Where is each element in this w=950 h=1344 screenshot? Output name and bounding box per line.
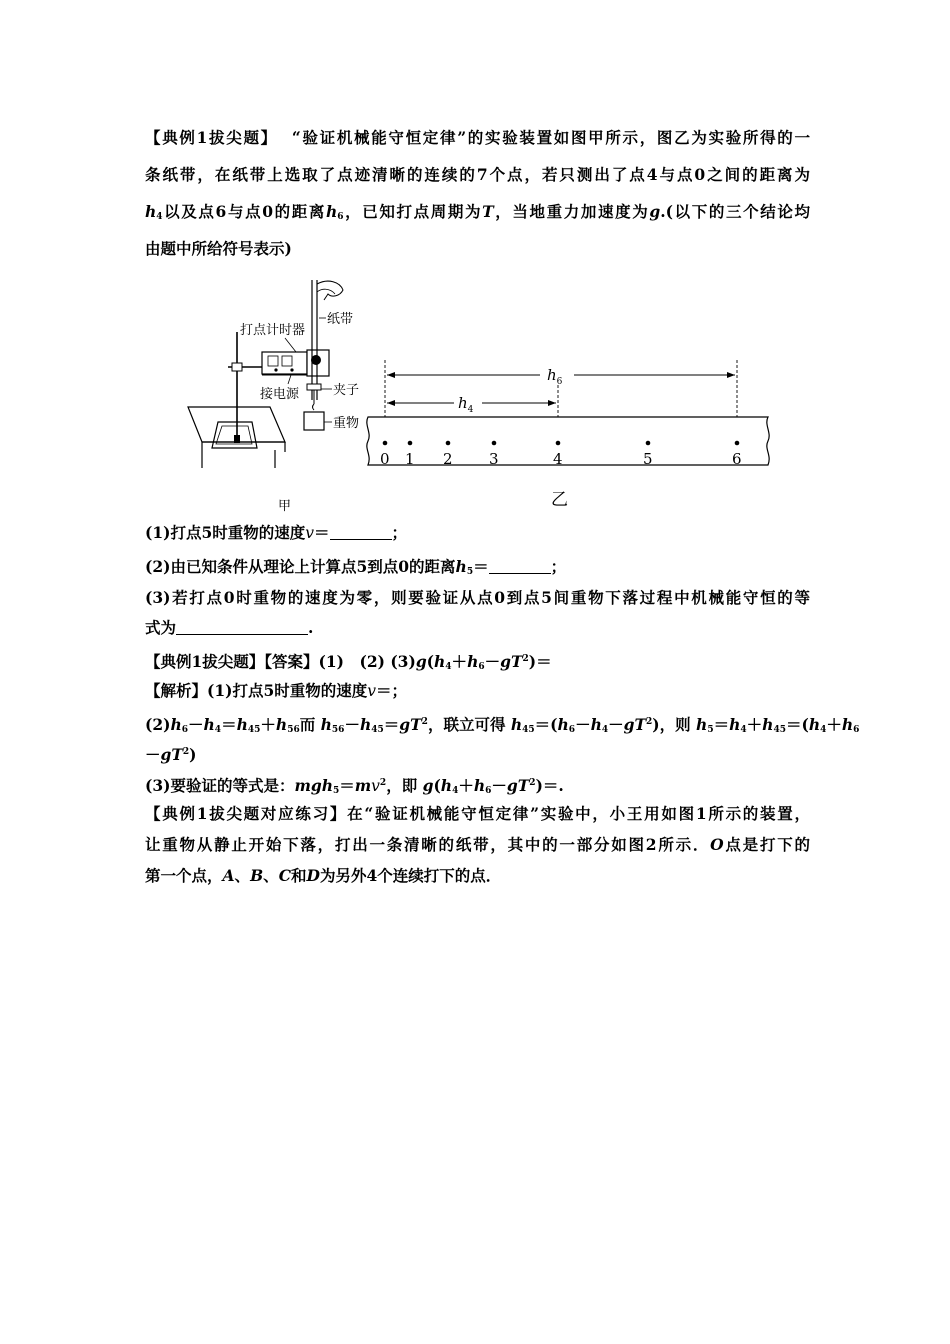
answer-blank-1 [330,523,392,540]
timer-label: 打点计时器 [240,323,306,338]
tape-strip [367,417,769,465]
power-label: 接电源 [260,387,300,402]
question-3-line-2: 式为 . [145,618,314,637]
analysis-line-3: $-gT^2$) [145,745,197,764]
practice-line-3: 第一个点，A、B、C和D为另外4个连续打下的点． [145,866,502,885]
tape-dot-0 [383,441,388,446]
practice-line-1: 【典例1拔尖题对应练习】在“验证机械能守恒定律”实验中，小王用如图1所示的装置， [145,804,810,823]
tape-dot-6 [735,441,740,446]
intro-line-2: 条纸带，在纸带上选取了点迹清晰的连续的7个点，若只测出了点4与点0之间的距离为 [145,165,810,184]
analysis-line-4: (3)要验证的等式是：$mgh_5=mv^2$，即 $g(h_4+h_6-gT^2)=$. [145,776,564,796]
tape-dot-3 [492,441,497,446]
tape-dot-5 [646,441,651,446]
h4-label: $h_4$ [458,394,474,415]
clip [307,384,321,390]
intro-line-4: 由题中所给符号表示) [145,239,292,258]
answer-blank-3 [176,618,308,635]
answer-line: 【典例1拔尖题】【答案】(1) (2) $(3)g(h_4+h_6-gT^2)=$ [145,652,552,672]
analysis-line-2: $(2)h_6-h_4=h_{45}+h_{56}$而 $h_{56}-h_{45}=gT^2$，联立可得 $h_{45}=(h_6-h_4-gT^2)$，则 $h_5=h_4+h_{45}=(h_4+h_6$ [145,715,860,735]
apparatus-figure [180,272,370,517]
question-1: (1)打点5时重物的速度v＝ ； [145,523,408,542]
answer-blank-2 [489,557,551,574]
tape-number: 2 [443,450,453,468]
figure-caption-yi: 乙 [551,490,568,510]
tape-label: 纸带 [327,312,354,327]
analysis-line-1: 【解析】(1)打点5时重物的速度v＝； [145,681,408,700]
clip-label: 夹子 [333,383,360,398]
tape-dot-4 [556,441,561,446]
tape-number: 3 [489,450,499,468]
question-2: (2)由已知条件从理论上计算点5到点0的距离$h_5=$ ； [145,557,567,577]
paper-tape-figure [360,355,780,515]
tape-number: 6 [732,450,742,468]
tape-dot-2 [446,441,451,446]
tape-number: 5 [643,450,653,468]
tape-number: 0 [380,450,390,468]
weight-label: 重物 [333,416,360,431]
figure-caption-jia: 甲 [278,499,292,514]
intro-line-1: 【典例1拔尖题】 “验证机械能守恒定律”的实验装置如图甲所示，图乙为实验所得的一 [145,128,810,147]
h6-label: $h_6$ [547,366,563,387]
example-bracket: 【典例1拔尖题】 [145,128,278,147]
practice-line-2: 让重物从静止开始下落，打出一条清晰的纸带，其中的一部分如图2所示．O点是打下的 [145,835,810,854]
intro-line-3: $h_4$以及点6与点0的距离$h_6$，已知打点周期为T，当地重力加速度为g.(以下的三个结论均 [145,202,810,222]
question-3-line-1: (3)若打点0时重物的速度为零，则要验证从点0到点5间重物下落过程中机械能守恒的等 [145,588,810,607]
tape-number: 4 [553,450,563,468]
tape-number: 1 [405,450,415,468]
tape-dot-1 [408,441,413,446]
weight-block [304,412,324,430]
